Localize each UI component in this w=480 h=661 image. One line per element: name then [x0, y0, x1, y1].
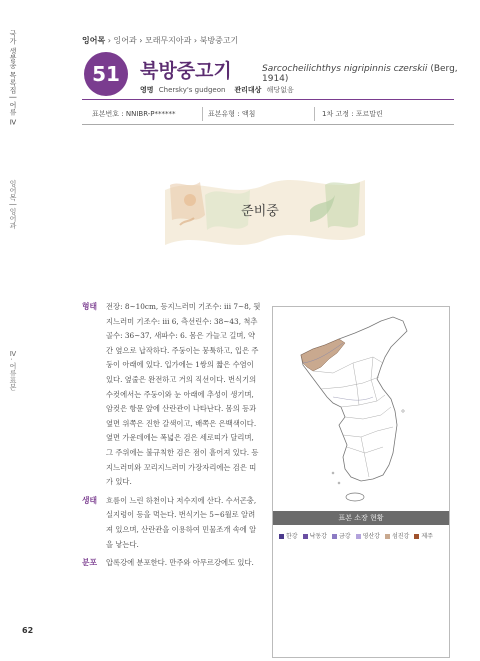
legend-label: 제주	[421, 533, 433, 540]
side-chapter: Ⅳ. 어류표본	[9, 350, 17, 391]
legend-label: 섬진강	[391, 533, 410, 540]
legend-title: 표본 소장 현황	[273, 511, 449, 525]
ecology-text: 흐름이 느린 하천이나 저수지에 산다. 수서곤충, 실지렁이 등을 먹는다. 번식기는 5~6월로 알려져 있으며, 산란관을 이용하여 민물조개 속에 알을 낳는다.	[106, 495, 257, 549]
distribution-map-panel	[272, 306, 450, 658]
morphology-text: 전장: 8~10cm, 등지느러미 기조수: iii 7~8, 뒷지느러미 기조수: iii 6, 측선린수: 38~43, 척추골수: 36~37, 새파수: 6. 몸은 가늘고 길며, 약간 옆으로 납작하다. 주둥이는 뭉툭하고, 입은 주둥이 아래에 있다. 입가에는 1쌍의 짧은 수염이 있다. 옆줄은 완전하고 거의 직선이다. 번식기의 수컷에서는 주둥이와 눈 아래에 추성이 생기며, 암컷은 항문 앞에 산란관이 나타난다. 몸의 등과 옆면 위쪽은 진한 갈색이고, 배쪽은 은백색이다. 옆면 가운데에는 폭넓은 검은 세로띠가 달리며, 그 주위에는 불규칙한 검은 점이 흩어져 있다. 등지느러미와 꼬리지느러미 가장자리에는 검은 띠가 있다.	[106, 302, 261, 487]
distribution-section	[82, 556, 262, 571]
korea-map	[273, 307, 449, 507]
legend-swatch	[356, 534, 361, 539]
species-description	[82, 300, 262, 575]
specimen-number: 표본번호 : NNIBR-P******	[92, 110, 176, 118]
species-number-badge: 51	[84, 52, 128, 96]
legend-item	[332, 531, 351, 540]
morphology-section	[82, 300, 262, 490]
jeju-island	[346, 493, 364, 501]
legend-item	[385, 531, 409, 540]
legend-swatch	[332, 534, 337, 539]
side-section: 잉어목 | 잉어과	[9, 180, 17, 229]
legend-label: 영산강	[362, 533, 380, 540]
breadcrumb-family: 잉어과	[113, 36, 137, 45]
map-legend	[279, 531, 438, 540]
legend-item	[279, 531, 298, 540]
side-tab	[8, 30, 22, 450]
breadcrumb-subfamily: 모래무지아과	[144, 36, 192, 45]
ecology-label: 생태	[82, 495, 98, 505]
management-label: 관리대상	[234, 86, 262, 94]
chevron-right-icon: ›	[139, 36, 145, 45]
image-placeholder-text: 준비중	[241, 204, 279, 219]
species-scientific-name	[262, 64, 480, 84]
distribution-label: 분포	[82, 558, 98, 568]
ecology-section	[82, 494, 262, 552]
species-title: 북방중고기	[140, 60, 232, 82]
scientific-name-italic: Sarcocheilichthys nigripinnis czerskii	[262, 64, 428, 74]
breadcrumb	[82, 35, 238, 46]
legend-item	[303, 531, 327, 540]
chevron-right-icon: ›	[193, 36, 200, 45]
divider	[202, 107, 203, 121]
morphology-label: 형태	[82, 302, 98, 311]
scientific-author: (Berg, 1914)	[262, 64, 458, 84]
chevron-right-icon: ›	[107, 36, 114, 45]
divider	[314, 107, 315, 121]
specimen-type: 표본유형 : 액침	[208, 110, 256, 118]
english-name-label: 영명	[140, 86, 154, 94]
side-book-title: 국가 생물종 목록집 | 어류 Ⅳ	[9, 30, 17, 127]
breadcrumb-order: 잉어목	[82, 36, 106, 45]
breadcrumb-species: 북방중고기	[199, 36, 239, 45]
header-divider	[82, 99, 454, 100]
management-value: 해당없음	[266, 86, 294, 94]
legend-swatch	[279, 534, 284, 539]
fixation-method: 1차 고정 : 포르말린	[322, 110, 383, 118]
legend-item	[414, 531, 433, 540]
english-name: Chersky's gudgeon	[158, 86, 226, 94]
page-number: 62	[22, 626, 34, 635]
legend-item	[356, 531, 380, 540]
legend-swatch	[303, 534, 308, 539]
specimen-info-row	[82, 104, 454, 125]
peninsula-outline	[301, 317, 407, 481]
legend-label: 금강	[338, 533, 351, 540]
distribution-text: 압록강에 분포한다. 만주와 아무르강에도 있다.	[106, 558, 254, 568]
legend-label: 한강	[286, 533, 298, 540]
species-meta	[140, 85, 294, 95]
legend-swatch	[414, 534, 419, 539]
legend-label: 낙동강	[309, 533, 327, 540]
legend-swatch	[385, 534, 390, 539]
